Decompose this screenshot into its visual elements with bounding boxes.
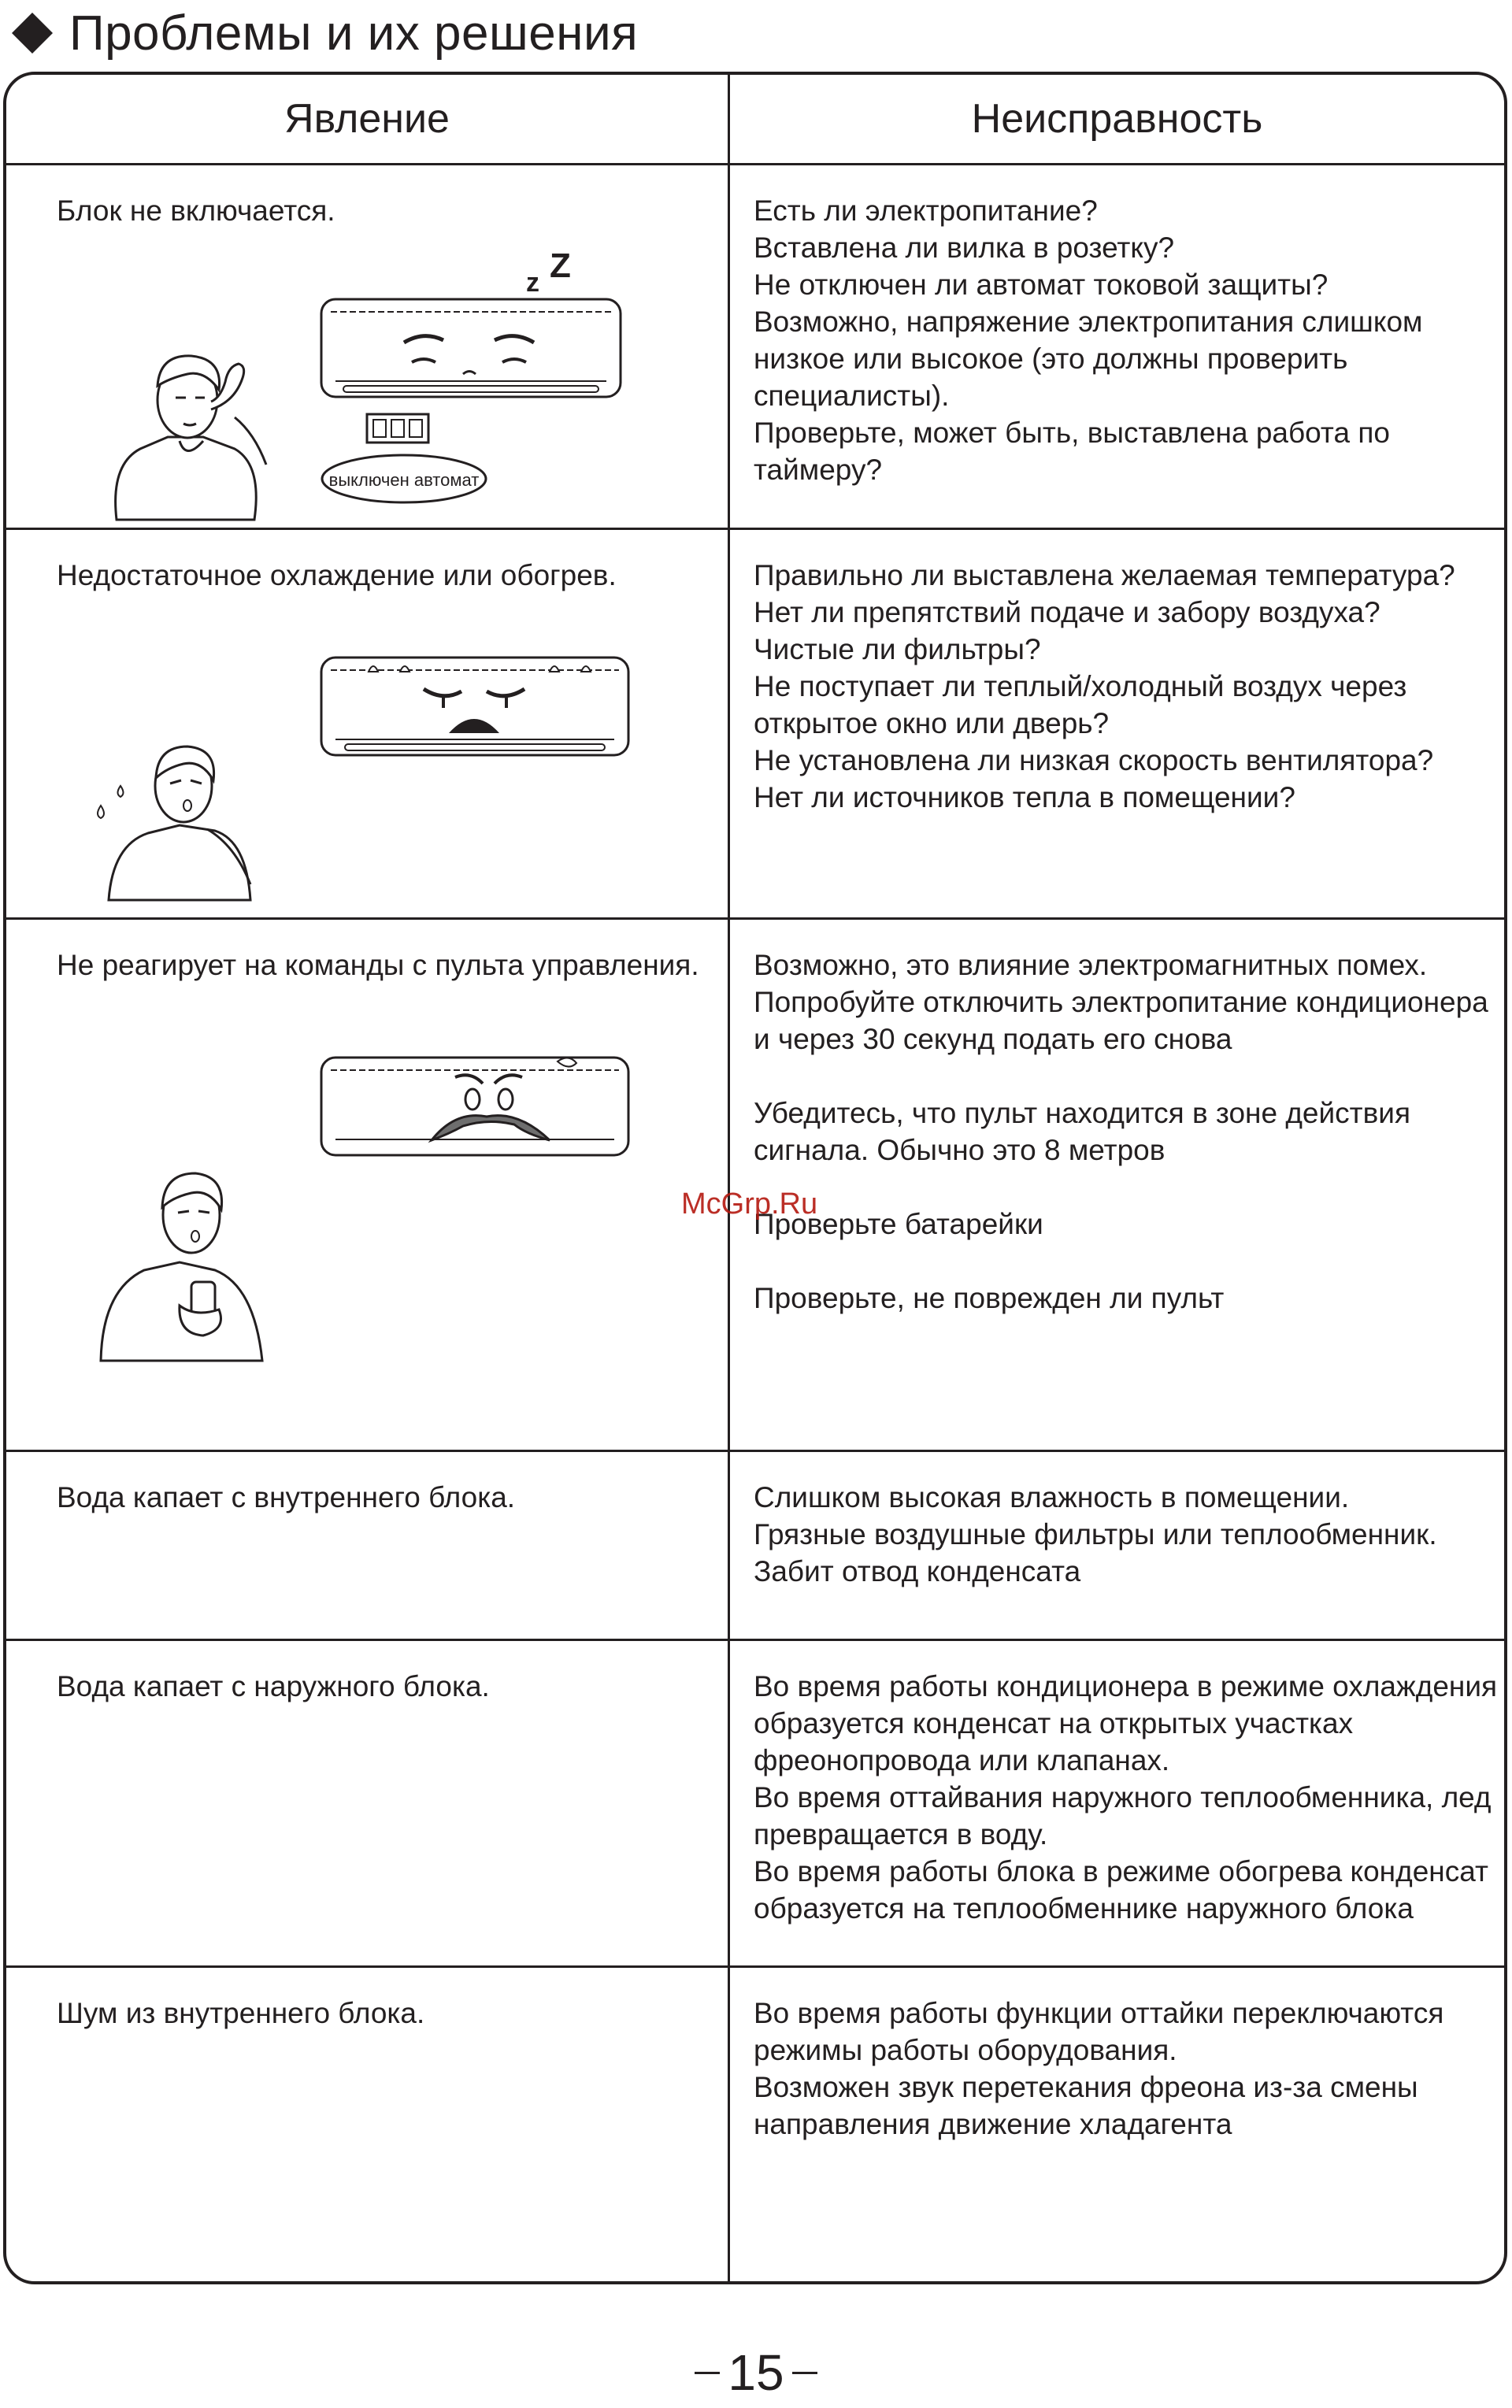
symptom-text: Не реагирует на команды с пульта управления. <box>57 949 699 981</box>
page-number-dash-left <box>695 2372 720 2374</box>
table-row <box>6 1968 1504 2281</box>
fault-text: Правильно ли выставлена желаемая температура? Нет ли препятствий подаче и забору воздуха? Чистые ли фильтры? Не поступает ли теплый/холодный воздух через открытое окно или дверь? Не установлена ли низкая скорость вентилятора? Нет ли источников тепла в помещении? <box>754 559 1455 813</box>
page-number <box>0 2343 1512 2402</box>
illustration-caption: выключен автомат <box>328 470 480 490</box>
sad-ac-icon <box>85 648 652 900</box>
fault-text: Слишком высокая влажность в помещении. Грязные воздушные фильтры или теплообменник. Забит отвод конденсата <box>754 1481 1437 1587</box>
page-number-dash-right <box>792 2372 817 2374</box>
troubleshooting-table <box>3 72 1507 2284</box>
page-title: Проблемы и их решения <box>69 6 639 61</box>
symptom-text: Вода капает с внутреннего блока. <box>57 1481 516 1513</box>
header-symptom: Явление <box>284 96 450 142</box>
diamond-bullet-icon <box>11 12 54 54</box>
symptom-text: Недостаточное охлаждение или обогрев. <box>57 559 617 591</box>
sleeping-ac-icon <box>85 213 571 520</box>
watermark: McGrp.Ru <box>681 1187 818 1221</box>
table-header-row <box>6 75 1504 165</box>
fault-text: Во время работы функции оттайки переключаются режимы работы оборудования. Возможен звук перетекания фреона из-за смены направления движение хладагента <box>754 1997 1444 2140</box>
table-row <box>6 920 1504 1452</box>
fault-text: Во время работы кондиционера в режиме охлаждения образуется конденсат на открытых участках фреонопровода или клапанах. Во время оттайвания наружного теплообменника, лед превращается в воду. Во время работы блока в режиме обогрева конденсат образуется на теплообменнике наружного блока <box>754 1670 1498 1925</box>
page-number-value: 15 <box>728 2344 784 2401</box>
table-row <box>6 1452 1504 1641</box>
symptom-text: Блок не включается. <box>57 194 335 227</box>
table-row <box>6 530 1504 920</box>
svg-text:z: z <box>526 268 539 298</box>
fault-text: Возможно, это влияние электромагнитных помех. Попробуйте отключить электропитание кондиционера и через 30 секунд подать его снова Убедитесь, что пульт находится в зоне действия сигнала. Обычно это 8 метров Проверьте батарейки Проверьте, не поврежден ли пульт <box>754 949 1488 1314</box>
symptom-text: Шум из внутреннего блока. <box>57 1997 425 2029</box>
table-row <box>6 165 1504 530</box>
svg-text:Z: Z <box>550 246 571 285</box>
table-row <box>6 1641 1504 1968</box>
header-fault: Неисправность <box>971 96 1263 142</box>
fault-text: Есть ли электропитание? Вставлена ли вилка в розетку? Не отключен ли автомат токовой защиты? Возможно, напряжение электропитания слишком низкое или высокое (это должны проверить специалисты). Проверьте, может быть, выставлена работа по таймеру? <box>754 194 1423 486</box>
ac-covering-eyes-icon <box>85 1046 652 1361</box>
symptom-text: Вода капает с наружного блока. <box>57 1670 490 1702</box>
page-heading <box>8 3 638 63</box>
